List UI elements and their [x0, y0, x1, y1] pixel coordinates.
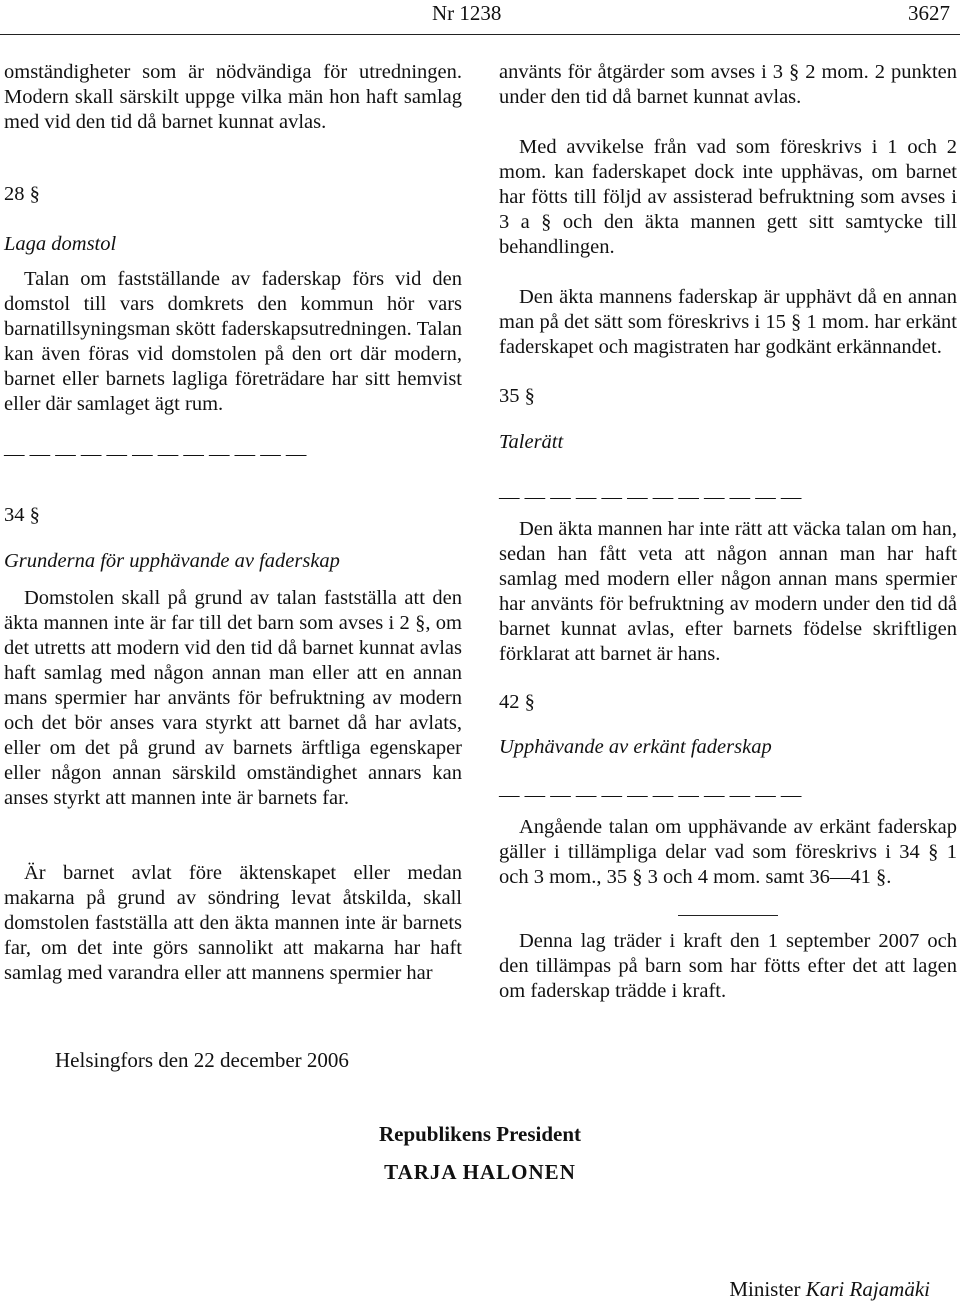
left-paragraph-1: omständigheter som är nödvändiga för utredningen. Modern skall särskilt uppge vilka män hon haft samlag med vid den tid då barnet kunnat avlas. — [4, 61, 462, 133]
omission-dashes: — — — — — — — — — — — — — [499, 486, 802, 508]
page-header — [0, 0, 960, 35]
page-number: 3627 — [908, 1, 950, 25]
right-paragraph-4: Den äkta mannen har inte rätt att väcka talan om han, sedan han fått veta att någon annan man har haft samlag med modern eller någon annan mans spermier har använts för befruktning av modern under den tid då barnet kunnat avlas, efter barnets födelse skriftligen förklarat att barnet är hans. — [499, 518, 957, 665]
right-paragraph-3: Den äkta mannens faderskap är upphävt då en annan man på det sätt som föreskrivs i 15 § 1 mom. har erkänt faderskapet och magistraten har godkänt erkännandet. — [499, 286, 957, 358]
right-column — [499, 60, 957, 1004]
president-title: Republikens President — [378, 1122, 582, 1146]
section-28-title: Laga domstol — [4, 233, 117, 255]
right-paragraph-5: Angående talan om upphävande av erkänt faderskap gäller i tillämpliga delar vad som föreskrivs i 34 § 1 och 3 mom., 35 § 3 och 4 mom. samt 36—41 §. — [499, 816, 957, 888]
separator-rule — [678, 915, 778, 916]
omission-dashes: — — — — — — — — — — — — — [4, 443, 307, 465]
left-column — [4, 60, 462, 986]
right-paragraph-1: använts för åtgärder som avses i 3 § 2 mom. 2 punkten under den tid då barnet kunnat avlas. — [499, 61, 957, 108]
president-name: TARJA HALONEN — [384, 1160, 576, 1184]
section-28-heading: 28 § — [4, 183, 40, 205]
left-paragraph-2: Talan om fastställande av faderskap förs vid den domstol till vars domkrets den kommun hör vars barnatillsyningsman skött faderskapsutredningen. Talan kan även föras vid domstolen på den ort där modern, barnet eller barnets lagliga företrädare har sitt hemvist eller där samlaget ägt rum. — [4, 268, 462, 415]
place-and-date: Helsingfors den 22 december 2006 — [55, 1048, 349, 1072]
section-35-heading: 35 § — [499, 385, 535, 407]
minister-signature — [729, 1277, 930, 1302]
section-34-title: Grunderna för upphävande av faderskap — [4, 550, 340, 572]
left-paragraph-4: Är barnet avlat före äktenskapet eller medan makarna på grund av söndring levat åtskilda, skall domstolen fastställa att den äkta mannen inte är barnets far, om det inte görs sannolikt att makarna har haft samlag med varandra eller att mannens spermier har — [4, 862, 462, 984]
section-42-title: Upphävande av erkänt faderskap — [499, 736, 772, 758]
right-paragraph-6: Denna lag träder i kraft den 1 september 2007 och den tillämpas på barn som har fötts efter det att lagen om faderskap trädde i kraft. — [499, 930, 957, 1002]
minister-name: Kari Rajamäki — [805, 1277, 930, 1301]
omission-dashes: — — — — — — — — — — — — — [499, 784, 802, 806]
section-42-heading: 42 § — [499, 691, 535, 713]
section-35-title: Talerätt — [499, 431, 564, 453]
statute-number: Nr 1238 — [432, 1, 502, 25]
section-34-heading: 34 § — [4, 504, 40, 526]
left-paragraph-3: Domstolen skall på grund av talan fastställa att den äkta mannen inte är far till det barn som avses i 2 §, om det utretts att modern vid den tid då barnet kunnat avlas haft samlag med någon annan man eller att en annan mans spermier har använts för befruktning av modern och det bör anses vara styrkt att barnet då har avlats, eller om det på grund av barnets ärftliga egenskaper eller någon annan särskild omständighet annars kan anses styrkt att mannen inte är barnets far. — [4, 587, 462, 809]
right-paragraph-2: Med avvikelse från vad som föreskrivs i 1 och 2 mom. kan faderskapet dock inte upphävas, om barnet har fötts till följd av assisterad befruktning som avses i 3 a § och den äkta mannen gett sitt samtycke till behandlingen. — [499, 136, 957, 258]
minister-label: Minister — [729, 1277, 801, 1301]
